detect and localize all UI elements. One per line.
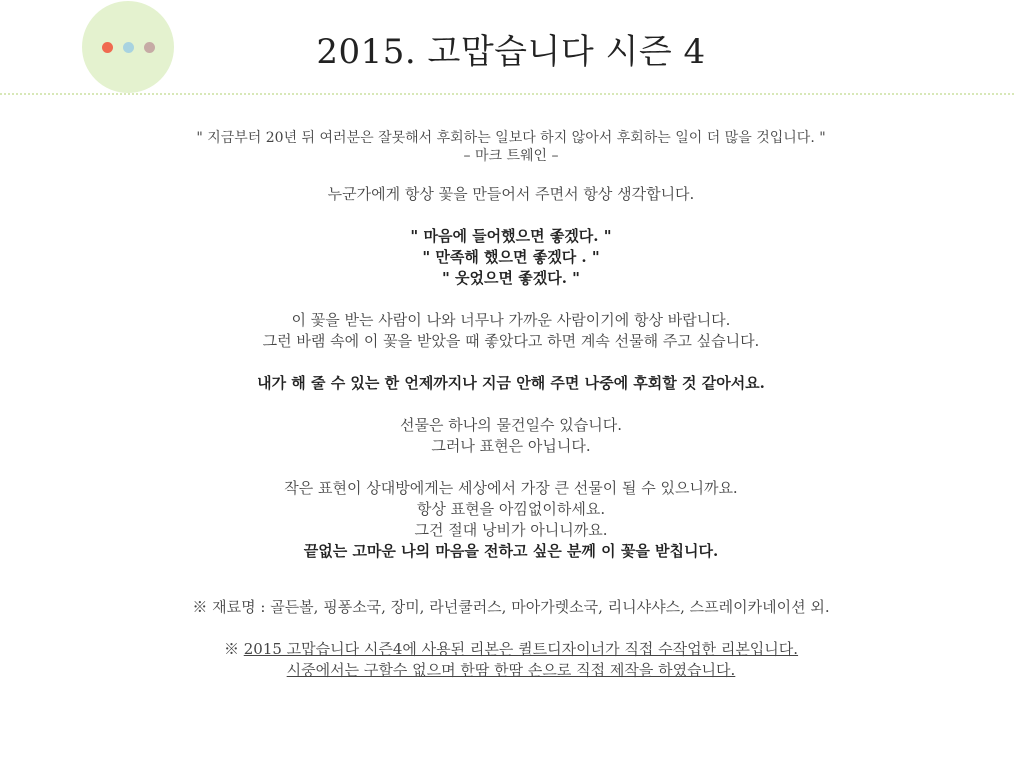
ribbon-note-line-1 <box>0 639 1022 660</box>
closing-text: 끝없는 고마운 나의 마음을 전하고 싶은 분께 이 꽃을 받칩니다. <box>303 542 719 560</box>
ribbon-note-line-2: 시중에서는 구할수 없으며 한땀 한땀 손으로 직접 제작을 하였습니다. <box>286 661 736 679</box>
expression-line: 항상 표현을 아낌없이하세요. <box>416 500 606 518</box>
dotted-divider <box>0 93 1014 95</box>
hope-line: 이 꽃을 받는 사람이 나와 너무나 가까운 사람이기에 항상 바랍니다. <box>291 311 731 329</box>
expression-line: 작은 표현이 상대방에게는 세상에서 가장 큰 선물이 될 수 있으니까요. <box>284 479 738 497</box>
quote-author: – 마크 트웨인 – <box>463 148 559 164</box>
wish-line: " 만족해 했으면 좋겠다 . " <box>422 248 600 266</box>
gift-line: 그러나 표현은 아닙니다. <box>431 437 591 455</box>
gift-line: 선물은 하나의 물건일수 있습니다. <box>400 416 622 434</box>
materials-note: ※ 재료명 : 골든볼, 핑퐁소국, 장미, 라넌쿨러스, 마아가렛소국, 리니샤샤스, 스프레이카네이션 외. <box>192 598 830 616</box>
intro-text: 누군가에게 항상 꽃을 만들어서 주면서 항상 생각합니다. <box>327 185 695 203</box>
ribbon-note-text: 2015 고맙습니다 시즌4에 사용된 리본은 퀼트디자이너가 직접 수작업한 리본입니다. <box>243 640 799 658</box>
regret-text: 내가 해 줄 수 있는 한 언제까지나 지금 안해 주면 나중에 후회할 것 같아서요. <box>257 374 765 392</box>
ribbon-note-mark: ※ <box>223 640 239 658</box>
page-title: 2015. 고맙습니다 시즌 4 <box>316 32 706 72</box>
wish-line: " 웃었으면 좋겠다. " <box>442 269 580 287</box>
quote-text: " 지금부터 20년 뒤 여러분은 잘못해서 후회하는 일보다 하지 않아서 후회하는 일이 더 많을 것입니다. " <box>196 130 826 146</box>
expression-line: 그건 절대 낭비가 아니니까요. <box>414 521 608 539</box>
wish-line: " 마음에 들어했으면 좋겠다. " <box>410 227 612 245</box>
description-body <box>0 128 1022 681</box>
hope-line: 그런 바램 속에 이 꽃을 받았을 때 좋았다고 하면 계속 선물해 주고 싶습니다. <box>262 332 760 350</box>
